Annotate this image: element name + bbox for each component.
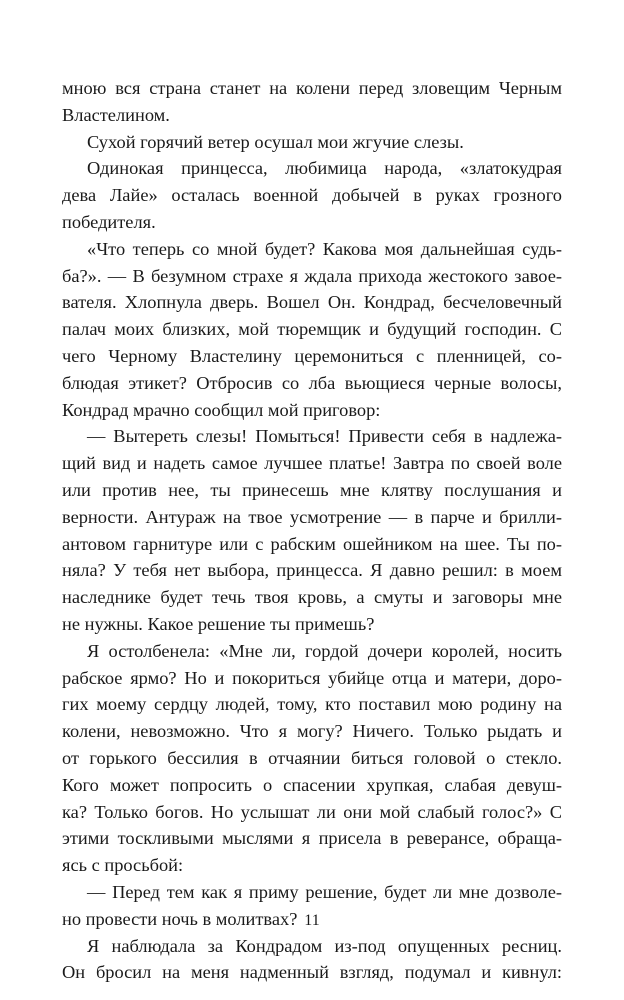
text-line: или против нее, ты принесешь мне клятву послушания и [62, 479, 562, 500]
text-line: щий вид и надеть самое лучшее платье! Завтра по своей воле [62, 453, 562, 474]
text-line: — Вытереть слезы! Помыться! Привести себя в надлежа- [87, 426, 562, 447]
text-line: Одинокая принцесса, любимица народа, «златокудрая [87, 158, 562, 179]
text-line: Он бросил на меня надменный взгляд, подумал и кивнул: [62, 962, 562, 983]
text-line: антовом гарнитуре или с рабским ошейником на шее. Ты по- [62, 533, 562, 554]
text-line: мною вся страна станет на колени перед зловещим Черным [62, 78, 562, 98]
text-line: Кондрад мрачно сообщил мой приговор: [62, 399, 381, 420]
text-line: дева Лайе» осталась военной добычей в руках грозного [62, 185, 562, 206]
text-line: наследнике будет течь твоя кровь, а смуты и заговоры мне [62, 587, 562, 608]
text-line: этими тоскливыми мыслями я присела в реверансе, обраща- [62, 828, 562, 849]
text-line: ясь с просьбой: [62, 855, 184, 876]
text-line: гих моему сердцу людей, тому, кто поставил мою родину на [62, 694, 562, 715]
text-line: Властелином. [62, 104, 170, 125]
text-line: блюдая этикет? Отбросив со лба вьющиеся черные волосы, [62, 372, 562, 393]
page-number: 11 [304, 912, 320, 929]
text-line: чего Черному Властелину церемониться с пленницей, со- [62, 345, 562, 366]
text-line: колени, невозможно. Что я могу? Ничего. Только рыдать и [62, 721, 562, 742]
text-line: но провести ночь в молитвах? [62, 908, 298, 929]
text-line: Кого может попросить о спасении хрупкая, слабая девуш- [62, 774, 562, 795]
page-body [62, 75, 562, 986]
text-line: Я наблюдала за Кондрадом из-под опущенных ресниц. [87, 935, 562, 956]
text-line: рабское ярмо? Но и покориться убийце отца и матери, доро- [62, 667, 562, 688]
text-line: «Что теперь со мной будет? Какова моя дальнейшая судь- [87, 238, 562, 259]
text-line: Сухой горячий ветер осушал мои жгучие слезы. [87, 131, 464, 152]
text-line: няла? У тебя нет выбора, принцесса. Я давно решил: в моем [62, 560, 562, 581]
text-line: верности. Антураж на твое усмотрение — в парче и брилли- [62, 506, 562, 527]
text-line: вателя. Хлопнула дверь. Вошел Он. Кондрад, бесчеловечный [62, 292, 562, 313]
text-line: от горького бессилия в отчаянии биться головой о стекло. [62, 747, 562, 768]
text-line: победителя. [62, 211, 156, 232]
text-line: ба?». — В безумном страхе я ждала прихода жестокого завое- [62, 265, 562, 286]
text-line: не нужны. Какое решение ты примешь? [62, 613, 375, 634]
text-line: ка? Только богов. Но услышат ли они мой слабый голос?» С [62, 801, 562, 822]
text-line: Я остолбенела: «Мне ли, гордой дочери королей, носить [87, 640, 562, 661]
text-line: палач моих близких, мой тюремщик и будущий господин. С [62, 319, 562, 340]
text-line: — Перед тем как я приму решение, будет ли мне дозволе- [87, 881, 562, 902]
